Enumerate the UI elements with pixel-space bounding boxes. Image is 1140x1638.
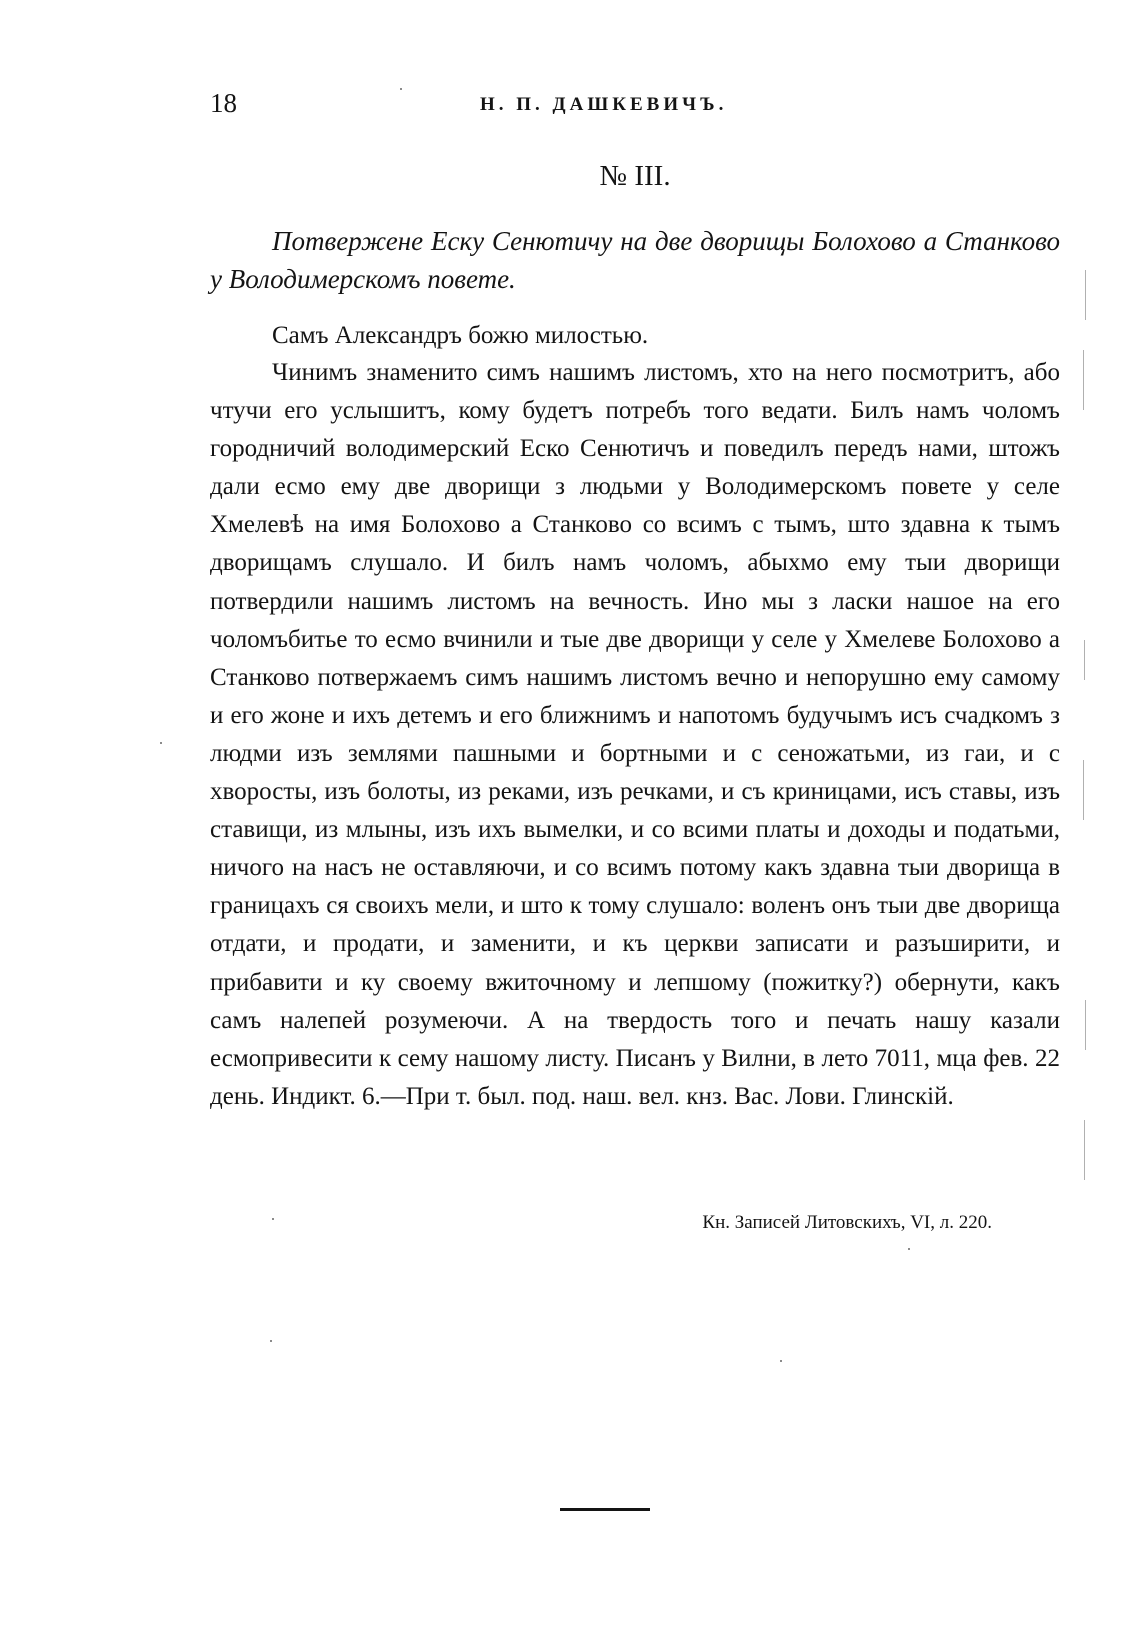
document-salutation: Самъ Александръ божю милостью. [272, 322, 649, 349]
scan-edge-mark [1084, 640, 1085, 680]
source-citation: Кн. Записей Литовскихъ, VI, л. 220. [702, 1212, 992, 1233]
scan-edge-mark [1083, 760, 1084, 820]
scan-edge-mark [1084, 1120, 1085, 1180]
scan-speck [160, 742, 162, 744]
closing-rule [560, 1508, 650, 1511]
document-body: Чинимъ знаменито симъ нашимъ листомъ, хто на него посмотритъ, або чтучи его услышитъ, кому будетъ потребъ того ведати. Билъ намъ чоломъ городничий володимерский Еско Сенютичъ и поведилъ передъ нами, штожъ дали есмо ему две дворищи з людьми у Володимерскомъ повете у селе Хмелевѣ на имя Болохово а Станково со всимъ с тымъ, што здавна к тымъ дворищамъ слушало. И билъ намъ чоломъ, абыхмо ему тыи дворищи потвердили нашимъ листомъ на вечность. Ино мы з ласки нашое на его чоломъбитье то есмо вчинили и тые две дворищи у селе у Хмелеве Болохово а Станково потвержаемъ симъ нашимъ листомъ вечно и непорушно ему самому и его жоне и ихъ детемъ и его ближнимъ и напотомъ будучымъ исъ счадкомъ з людми изъ землями пашными и бортными и с сеножатьми, из гаи, и с хворосты, изъ болоты, из реками, изъ речками, и съ криницами, исъ ставы, изъ ставищи, из млыны, изъ ихъ вымелки, и со всими платы и доходы и податьми, ничого на насъ не оставляючи, и со всимъ потому какъ здавна тыи дворища в границахъ ся своихъ мели, и што к тому слушало: воленъ онъ тыи две дворища отдати, и продати, и заменити, и къ церкви записати и разъширити, и прибавити и ку своему вжиточному и лепшому (пожитку?) обернути, какъ самъ налепей розумеючи. А на твердость того и печать нашу казали есмопривесити к сему нашому листу. Писанъ у Вилни, в лето 7011, мца фев. 22 день. Индикт. 6.—При т. был. под. наш. вел. кнз. Вас. Лови. Глинскій. [210, 359, 1060, 1110]
page-header [210, 88, 1060, 128]
scan-speck [908, 1248, 910, 1250]
scan-edge-mark [1085, 270, 1086, 320]
scan-speck [780, 1360, 782, 1362]
running-head-author: Н. П. ДАШКЕВИЧЪ. [480, 94, 728, 115]
document-number: № III. [599, 160, 671, 192]
scan-speck [272, 1218, 274, 1220]
scan-edge-mark [1085, 1000, 1086, 1050]
scan-edge-mark [1083, 350, 1084, 410]
page-number: 18 [210, 88, 237, 118]
scan-speck [400, 88, 402, 90]
scan-speck [270, 1340, 272, 1342]
document-title: Потвержене Еску Сенютичу на две дворищы Болохово а Станково у Володимерскомъ повете. [210, 226, 1060, 294]
